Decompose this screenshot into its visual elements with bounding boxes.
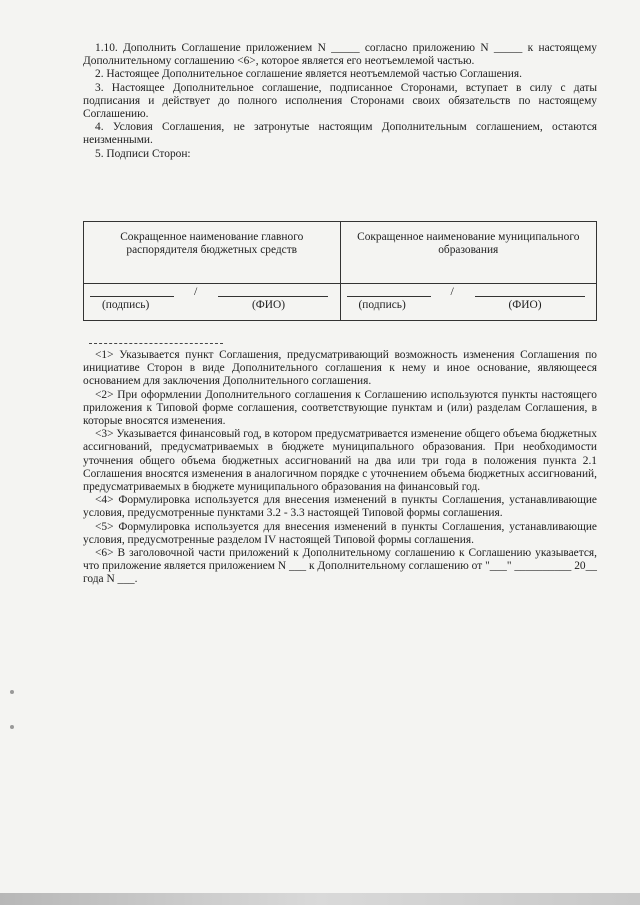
footnote-2: <2> При оформлении Дополнительного соглашения к Соглашению используются пункты настоящего приложения к Типовой форме соглашения, соответствующие пунктам и (или) разделам Соглашения, в которые вносятся изменения. xyxy=(83,388,597,428)
right-signature-label: (подпись) xyxy=(358,299,406,311)
left-separator: / xyxy=(194,284,198,298)
footnotes xyxy=(83,349,597,587)
left-name-line xyxy=(218,296,328,297)
footnote-6: <6> В заголовочной части приложений к Дополнительному соглашению к Соглашению указывается, что приложение является приложением N ___ к Дополнительному соглашению от "___" __________ 20__ года N ___. xyxy=(83,547,597,586)
paragraph-3: 3. Настоящее Дополнительное соглашение, подписанное Сторонами, вступает в силу с даты подписания и действует до полного исполнения Сторонами своих обязательств по настоящему Соглашению. xyxy=(83,81,597,121)
right-signature-cell xyxy=(340,284,597,321)
left-party-header: Сокращенное наименование главного распорядителя бюджетных средств xyxy=(84,222,341,284)
left-signature-cell xyxy=(84,284,341,321)
scan-edge-shadow xyxy=(0,893,640,905)
paragraph-1-10: 1.10. Дополнить Соглашение приложением N _____ согласно приложению N _____ к настоящему Дополнительному соглашению <6>, которое является его неотъемлемой частью. xyxy=(83,42,597,68)
right-name-line xyxy=(475,296,585,297)
scan-hole-mark xyxy=(10,690,14,694)
footnote-separator xyxy=(89,343,223,344)
paragraph-5: 5. Подписи Сторон: xyxy=(95,147,191,160)
paragraph-2: 2. Настоящее Дополнительное соглашение является неотъемлемой частью Соглашения. xyxy=(95,68,522,81)
paragraph-4: 4. Условия Соглашения, не затронутые настоящим Дополнительным соглашением, остаются неизменными. xyxy=(83,121,597,147)
scan-hole-mark xyxy=(10,725,14,729)
left-name-label: (ФИО) xyxy=(252,299,286,311)
signature-table xyxy=(83,221,597,321)
left-signature-label: (подпись) xyxy=(102,299,150,311)
footnote-3: <3> Указывается финансовый год, в котором предусматривается изменение общего объема бюджетных ассигнований, предусматриваемых в бюджете муниципального образования. При необходимости уточнения общего объема бюджетных ассигнований на два или три года в положения пункта 2.1 Соглашения вносятся изменения в аналогичном порядке с уточнением объема бюджетных ассигнований, предусматриваемых в бюджете муниципального образования на финансовый год. xyxy=(83,428,597,494)
footnote-1: <1> Указывается пункт Соглашения, предусматривающий возможность изменения Соглашения по инициативе Сторон в виде Дополнительного соглашения к нему и иное основание, являющееся основанием для заключения Дополнительного соглашения. xyxy=(83,349,597,388)
right-party-header: Сокращенное наименование муниципального образования xyxy=(340,222,597,284)
agreement-body xyxy=(83,42,597,161)
right-signature-line xyxy=(347,296,431,297)
footnote-5: <5> Формулировка используется для внесения изменений в пункты Соглашения, устанавливающие условия, предусмотренные разделом IV настоящей Типовой формы соглашения. xyxy=(83,520,597,546)
right-separator: / xyxy=(450,284,454,298)
left-signature-line xyxy=(90,296,174,297)
footnote-4: <4> Формулировка используется для внесения изменений в пункты Соглашения, устанавливающие условия, предусмотренные пунктами 3.2 - 3.3 настоящей Типовой формы соглашения. xyxy=(83,494,597,520)
right-name-label: (ФИО) xyxy=(508,299,542,311)
